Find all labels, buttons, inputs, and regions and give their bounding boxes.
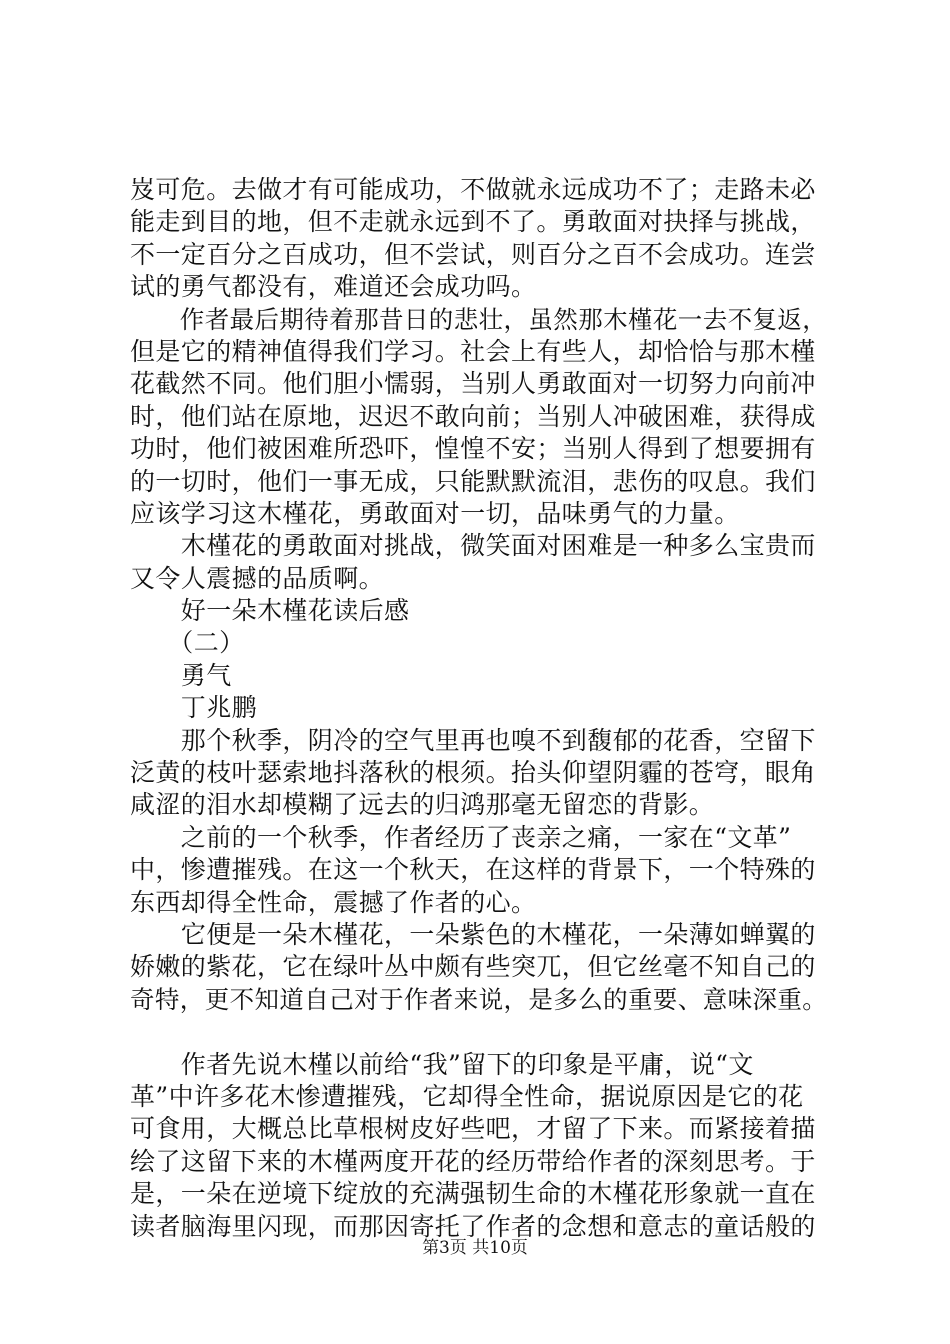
- page-footer: 第3页 共10页: [422, 1238, 528, 1258]
- text-line: 不一定百分之百成功，但不尝试，则百分之百不会成功。连尝: [130, 239, 816, 269]
- text-line: 功时，他们被困难所恐吓，惶惶不安；当别人得到了想要拥有: [130, 434, 816, 464]
- text-line: 泛黄的枝叶瑟索地抖落秋的根须。抬头仰望阴霾的苍穹，眼角: [130, 758, 816, 788]
- text-line: 作者最后期待着那昔日的悲壮，虽然那木槿花一去不复返，: [130, 304, 828, 334]
- text-line: 咸涩的泪水却模糊了远去的归鸿那毫无留恋的背影。: [130, 790, 715, 820]
- document-body: [130, 174, 834, 1243]
- text-line: 但是它的精神值得我们学习。社会上有些人，却恰恰与那木槿: [130, 336, 816, 366]
- text-line: 那个秋季，阴冷的空气里再也嗅不到馥郁的花香，空留下: [130, 725, 816, 755]
- text-line: 应该学习这木槿花，勇敢面对一切，品味勇气的力量。: [130, 498, 740, 528]
- text-line: 花截然不同。他们胆小懦弱，当别人勇敢面对一切努力向前冲: [130, 369, 816, 399]
- text-line: 试的勇气都没有，难道还会成功吗。: [130, 272, 537, 302]
- text-line: 的一切时，他们一事无成，只能默默流泪，悲伤的叹息。我们: [130, 466, 816, 496]
- text-line: 木槿花的勇敢面对挑战，微笑面对困难是一种多么宝贵而: [130, 531, 816, 561]
- text-line: 奇特，更不知道自己对于作者来说，是多么的重要、意味深重。: [130, 984, 828, 1014]
- text-line: （二）: [130, 628, 245, 658]
- text-line: 革”中许多花木惨遭摧残，它却得全性命，据说原因是它的花: [130, 1081, 804, 1111]
- paragraph-gap: [130, 1016, 834, 1048]
- text-line: 丁兆鹏: [130, 693, 258, 723]
- text-line: 中，惨遭摧残。在这一个秋天，在这样的背景下，一个特殊的: [130, 855, 816, 885]
- text-line: 又令人震撼的品质啊。: [130, 563, 385, 593]
- text-line: 之前的一个秋季，作者经历了丧亲之痛，一家在“文革”: [130, 822, 792, 852]
- text-line: 勇气: [130, 660, 232, 690]
- text-line: 时，他们站在原地，迟迟不敢向前；当别人冲破困难，获得成: [130, 401, 816, 431]
- text-line: 娇嫩的紫花，它在绿叶丛中颇有些突兀，但它丝毫不知自己的: [130, 952, 816, 982]
- text-line: 可食用，大概总比草根树皮好些吧，才留了下来。而紧接着描: [130, 1114, 816, 1144]
- text-line: 作者先说木槿以前给“我”留下的印象是平庸，说“文: [130, 1049, 754, 1079]
- text-line: 能走到目的地，但不走就永远到不了。勇敢面对抉择与挑战，: [130, 207, 816, 237]
- text-line: 东西却得全性命，震撼了作者的心。: [130, 887, 537, 917]
- text-line: 好一朵木槿花读后感: [130, 596, 410, 626]
- text-line: 它便是一朵木槿花，一朵紫色的木槿花，一朵薄如蝉翼的: [130, 919, 816, 949]
- text-line: 是，一朵在逆境下绽放的充满强韧生命的木槿花形象就一直在: [130, 1179, 816, 1209]
- text-line: 绘了这留下来的木槿两度开花的经历带给作者的深刻思考。于: [130, 1146, 816, 1176]
- text-line: 读者脑海里闪现，而那因寄托了作者的念想和意志的童话般的: [130, 1211, 816, 1241]
- text-line: 岌可危。去做才有可能成功，不做就永远成功不了；走路未必: [130, 175, 816, 204]
